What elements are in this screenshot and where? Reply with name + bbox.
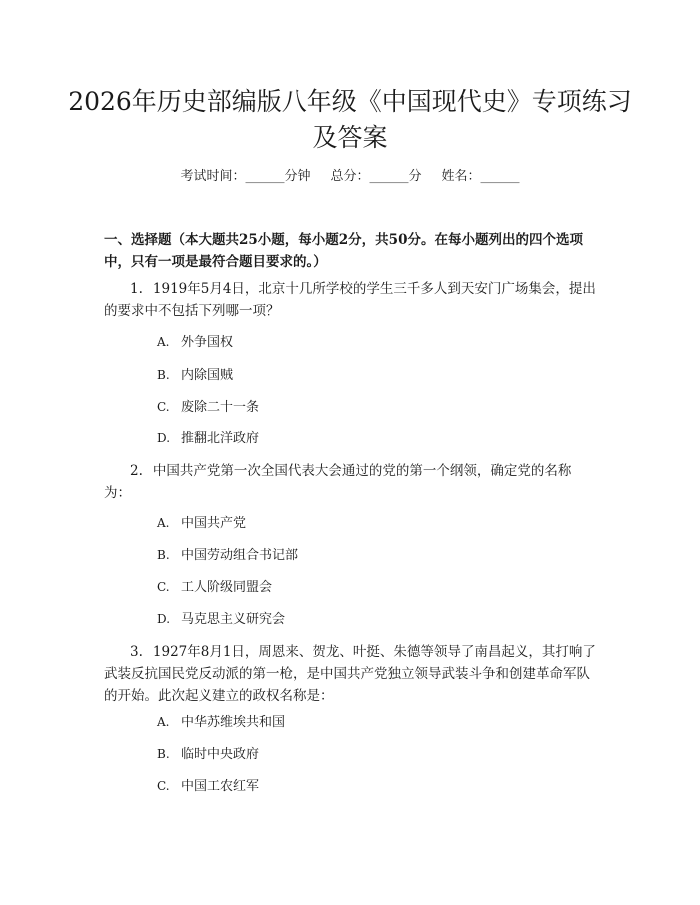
question-number: 3. xyxy=(130,644,143,660)
option-letter: C. xyxy=(157,580,170,594)
question-stem xyxy=(104,278,598,322)
option-text: 外争国权 xyxy=(181,335,234,350)
option-text: 临时中央政府 xyxy=(181,747,260,762)
answer-option xyxy=(157,745,259,764)
option-letter: A. xyxy=(157,335,170,349)
answer-option xyxy=(157,514,246,533)
question-stem xyxy=(104,460,598,504)
exam-time-field: 考试时间：______分钟 xyxy=(180,169,311,184)
option-text: 中国共产党 xyxy=(181,516,247,531)
answer-option xyxy=(157,713,285,732)
section-heading: 一、选择题（本大题共25小题，每小题2分，共50分。在每小题列出的四个选项中，只有一项是最符合题目要求的。） xyxy=(104,232,583,270)
exam-meta-line xyxy=(0,168,700,186)
option-letter: D. xyxy=(157,612,171,626)
option-text: 工人阶级同盟会 xyxy=(181,580,273,595)
option-letter: D. xyxy=(157,431,171,445)
answer-option xyxy=(157,333,233,352)
answer-option xyxy=(157,366,233,385)
page-title: 2026年历史部编版八年级《中国现代史》专项练习及答案 xyxy=(68,87,632,152)
option-text: 中国工农红军 xyxy=(181,779,260,794)
option-text: 马克思主义研究会 xyxy=(181,612,286,627)
option-letter: C. xyxy=(157,400,170,414)
question-text: 1919年5月4日，北京十几所学校的学生三千多人到天安门广场集会，提出的要求中不包括下列哪一项？ xyxy=(104,281,596,319)
answer-option xyxy=(157,777,259,796)
option-letter: A. xyxy=(157,715,170,729)
option-text: 中华苏维埃共和国 xyxy=(181,715,286,730)
answer-option xyxy=(157,398,259,417)
option-letter: C. xyxy=(157,779,170,793)
question-number: 2. xyxy=(130,463,143,479)
question-text: 中国共产党第一次全国代表大会通过的党的第一个纲领，确定党的名称为： xyxy=(104,463,572,501)
answer-option xyxy=(157,546,298,565)
answer-option xyxy=(157,578,272,597)
option-text: 废除二十一条 xyxy=(181,400,260,415)
option-text: 推翻北洋政府 xyxy=(181,431,260,446)
question-stem xyxy=(104,641,598,707)
option-text: 内除国贼 xyxy=(181,368,234,383)
option-letter: A. xyxy=(157,516,170,530)
student-name-field: 姓名：______ xyxy=(441,169,520,184)
option-letter: B. xyxy=(157,368,170,382)
answer-option xyxy=(157,610,285,629)
option-letter: B. xyxy=(157,747,170,761)
option-text: 中国劳动组合书记部 xyxy=(181,548,299,563)
question-number: 1. xyxy=(130,281,143,297)
option-letter: B. xyxy=(157,548,170,562)
question-text: 1927年8月1日，周恩来、贺龙、叶挺、朱德等领导了南昌起义，其打响了武装反抗国民党反动派的第一枪，是中国共产党独立领导武装斗争和创建革命军队的开始。此次起义建立的政权名称是： xyxy=(104,644,596,704)
answer-option xyxy=(157,429,259,448)
total-score-field: 总分：______分 xyxy=(330,169,422,184)
